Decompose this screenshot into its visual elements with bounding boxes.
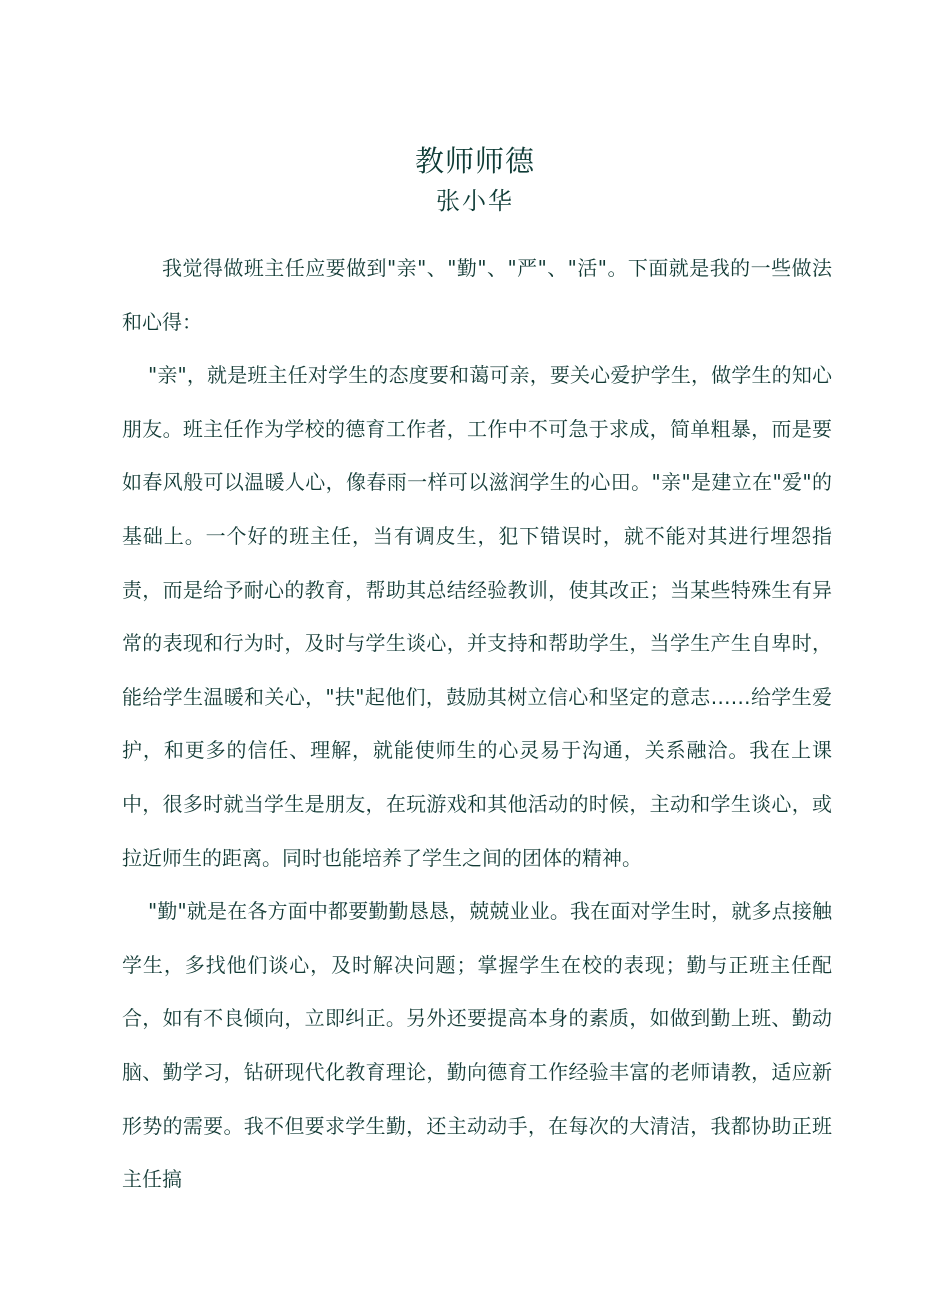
paragraph-intro: 我觉得做班主任应要做到"亲"、"勤"、"严"、"活"。下面就是我的一些做法和心得： xyxy=(122,256,832,334)
document-body xyxy=(122,242,832,1207)
paragraph-qin-diligence: "勤"就是在各方面中都要勤勤恳恳，兢兢业业。我在面对学生时，就多点接触学生，多找他们谈心，及时解决问题；掌握学生在校的表现；勤与正班主任配合，如有不良倾向，立即纠正。另外还要提高本身的素质，如做到勤上班、勤动脑、勤学习，钻研现代化教育理论，勤向德育工作经验丰富的老师请教，适应新形势的需要。我不但要求学生勤，还主动动手，在每次的大清洁，我都协助正班主任搞 xyxy=(122,899,832,1192)
document-title: 教师师德 xyxy=(414,144,535,178)
paragraph-qin: "亲"，就是班主任对学生的态度要和蔼可亲，要关心爱护学生，做学生的知心朋友。班主任作为学校的德育工作者，工作中不可急于求成，简单粗暴，而是要如春风般可以温暖人心，像春雨一样可以滋润学生的心田。"亲"是建立在"爱"的基础上。一个好的班主任，当有调皮生，犯下错误时，就不能对其进行埋怨指责，而是给予耐心的教育，帮助其总结经验教训，使其改正；当某些特殊生有异常的表现和行为时，及时与学生谈心，并支持和帮助学生，当学生产生自卑时，能给学生温暖和关心，"扶"起他们，鼓励其树立信心和坚定的意志……给学生爱护，和更多的信任、理解，就能使师生的心灵易于沟通，关系融洽。我在上课中，很多时就当学生是朋友，在玩游戏和其他活动的时候，主动和学生谈心，或拉近师生的距离。同时也能培养了学生之间的团体的精神。 xyxy=(122,363,832,870)
document-author: 张小华 xyxy=(436,187,514,215)
